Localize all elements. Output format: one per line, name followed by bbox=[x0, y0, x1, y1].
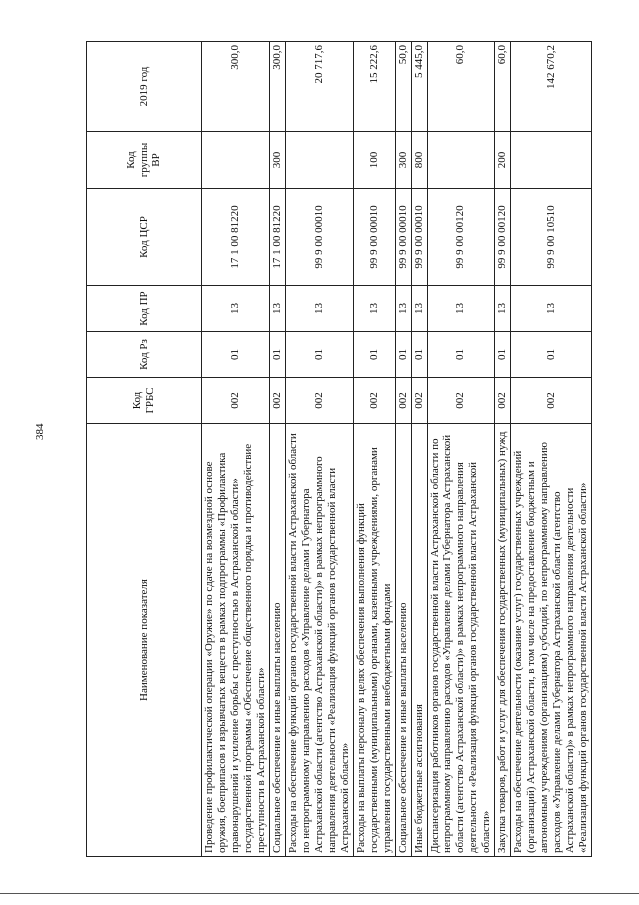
table-row bbox=[395, 42, 411, 857]
row-csr: 99 9 00 10510 bbox=[511, 189, 592, 286]
row-rz: 01 bbox=[285, 332, 353, 378]
header-pr: Код ПР bbox=[87, 286, 202, 332]
row-name: Социальное обеспечение и иные выплаты населению bbox=[269, 424, 285, 857]
budget-table bbox=[86, 41, 592, 857]
row-name: Иные бюджетные ассигнования bbox=[411, 424, 427, 857]
row-name: Диспансеризация работников органов государственной власти Астраханской области по непрограммному направлению расходов «Управление делами Губернатора Астраханской области (агентство Астраханской области)» в рамках непрограммного направления деятельности «Реализация функций органов государственной власти Астраханской области» bbox=[427, 424, 495, 857]
row-csr: 99 9 00 00010 bbox=[411, 189, 427, 286]
row-year: 50,0 bbox=[395, 42, 411, 132]
row-year: 5 445,0 bbox=[411, 42, 427, 132]
row-pr: 13 bbox=[202, 286, 270, 332]
table-row bbox=[285, 42, 353, 857]
row-vr bbox=[511, 132, 592, 189]
row-grbs: 002 bbox=[395, 378, 411, 424]
row-rz: 01 bbox=[353, 332, 395, 378]
table-row bbox=[511, 42, 592, 857]
row-csr: 17 1 00 81220 bbox=[202, 189, 270, 286]
row-rz: 01 bbox=[427, 332, 495, 378]
table-row bbox=[202, 42, 270, 857]
row-grbs: 002 bbox=[202, 378, 270, 424]
row-vr: 800 bbox=[411, 132, 427, 189]
row-name: Социальное обеспечение и иные выплаты населению bbox=[395, 424, 411, 857]
header-vr: Код группы ВР bbox=[87, 132, 202, 189]
row-rz: 01 bbox=[395, 332, 411, 378]
table-row bbox=[353, 42, 395, 857]
page-number: 384 bbox=[34, 423, 46, 440]
header-year: 2019 год bbox=[87, 42, 202, 132]
row-year: 142 670,2 bbox=[511, 42, 592, 132]
row-csr: 99 9 00 00120 bbox=[427, 189, 495, 286]
row-vr bbox=[285, 132, 353, 189]
row-year: 60,0 bbox=[427, 42, 495, 132]
table-row bbox=[269, 42, 285, 857]
row-csr: 99 9 00 00010 bbox=[353, 189, 395, 286]
row-pr: 13 bbox=[511, 286, 592, 332]
header-rz: Код Рз bbox=[87, 332, 202, 378]
row-name: Расходы на выплаты персоналу в целях обеспечения выполнения функций государственными (муниципальными) органами, казенными учреждениями, органами управления государственными внебюджетными фондами bbox=[353, 424, 395, 857]
row-pr: 13 bbox=[495, 286, 511, 332]
row-grbs: 002 bbox=[495, 378, 511, 424]
table-row bbox=[495, 42, 511, 857]
row-rz: 01 bbox=[495, 332, 511, 378]
row-grbs: 002 bbox=[511, 378, 592, 424]
row-grbs: 002 bbox=[427, 378, 495, 424]
row-name: Проведение профилактической операции «Оружие» по сдаче на возмездной основе оружия, боеприпасов и взрывчатых веществ в рамках подпрограммы «Профилактика правонарушений и усиление борьбы с преступностью в Астраханской области» государственной программы «Обеспечение общественного порядка и противодействие преступности в Астраханской области» bbox=[202, 424, 270, 857]
row-pr: 13 bbox=[411, 286, 427, 332]
table-row bbox=[411, 42, 427, 857]
row-grbs: 002 bbox=[353, 378, 395, 424]
row-name: Закупка товаров, работ и услуг для обеспечения государственных (муниципальных) нужд bbox=[495, 424, 511, 857]
table-row bbox=[427, 42, 495, 857]
row-csr: 99 9 00 00010 bbox=[285, 189, 353, 286]
row-pr: 13 bbox=[269, 286, 285, 332]
row-name: Расходы на обеспечение функций органов государственной власти Астраханской области по непрограммному направлению расходов «Управление делами Губернатора Астраханской области (агентство Астраханской области)» в рамках непрограммного направления деятельности «Реализация функций органов государственной власти Астраханской области» bbox=[285, 424, 353, 857]
row-rz: 01 bbox=[511, 332, 592, 378]
row-vr: 100 bbox=[353, 132, 395, 189]
header-csr: Код ЦСР bbox=[87, 189, 202, 286]
row-name: Расходы на обеспечение деятельности (оказание услуг) государственных учреждений (организаций) Астраханской области, в том числе на предоставление бюджетным и автономным учреждениям (организациям) субсидий, по непрограммному направлению расходов «Управление делами Губернатора Астраханской области (агентство Астраханской области)» в рамках непрограммного направления деятельности «Реализация функций органов государственной власти Астраханской области» bbox=[511, 424, 592, 857]
row-pr: 13 bbox=[353, 286, 395, 332]
row-pr: 13 bbox=[395, 286, 411, 332]
row-year: 300,0 bbox=[269, 42, 285, 132]
row-vr bbox=[202, 132, 270, 189]
header-grbs: Код ГРБС bbox=[87, 378, 202, 424]
row-year: 60,0 bbox=[495, 42, 511, 132]
row-rz: 01 bbox=[411, 332, 427, 378]
row-year: 20 717,6 bbox=[285, 42, 353, 132]
row-csr: 99 9 00 00120 bbox=[495, 189, 511, 286]
header-name: Наименование показателя bbox=[87, 424, 202, 857]
row-rz: 01 bbox=[269, 332, 285, 378]
row-year: 15 222,6 bbox=[353, 42, 395, 132]
row-rz: 01 bbox=[202, 332, 270, 378]
row-csr: 17 1 00 81220 bbox=[269, 189, 285, 286]
row-grbs: 002 bbox=[269, 378, 285, 424]
row-csr: 99 9 00 00010 bbox=[395, 189, 411, 286]
row-year: 300,0 bbox=[202, 42, 270, 132]
row-vr: 300 bbox=[269, 132, 285, 189]
row-vr: 300 bbox=[395, 132, 411, 189]
row-vr: 200 bbox=[495, 132, 511, 189]
table-header-row bbox=[87, 42, 202, 857]
row-vr bbox=[427, 132, 495, 189]
row-grbs: 002 bbox=[285, 378, 353, 424]
row-pr: 13 bbox=[427, 286, 495, 332]
page-bottom-rule bbox=[0, 893, 639, 894]
row-pr: 13 bbox=[285, 286, 353, 332]
row-grbs: 002 bbox=[411, 378, 427, 424]
budget-table-rotated bbox=[86, 42, 590, 857]
